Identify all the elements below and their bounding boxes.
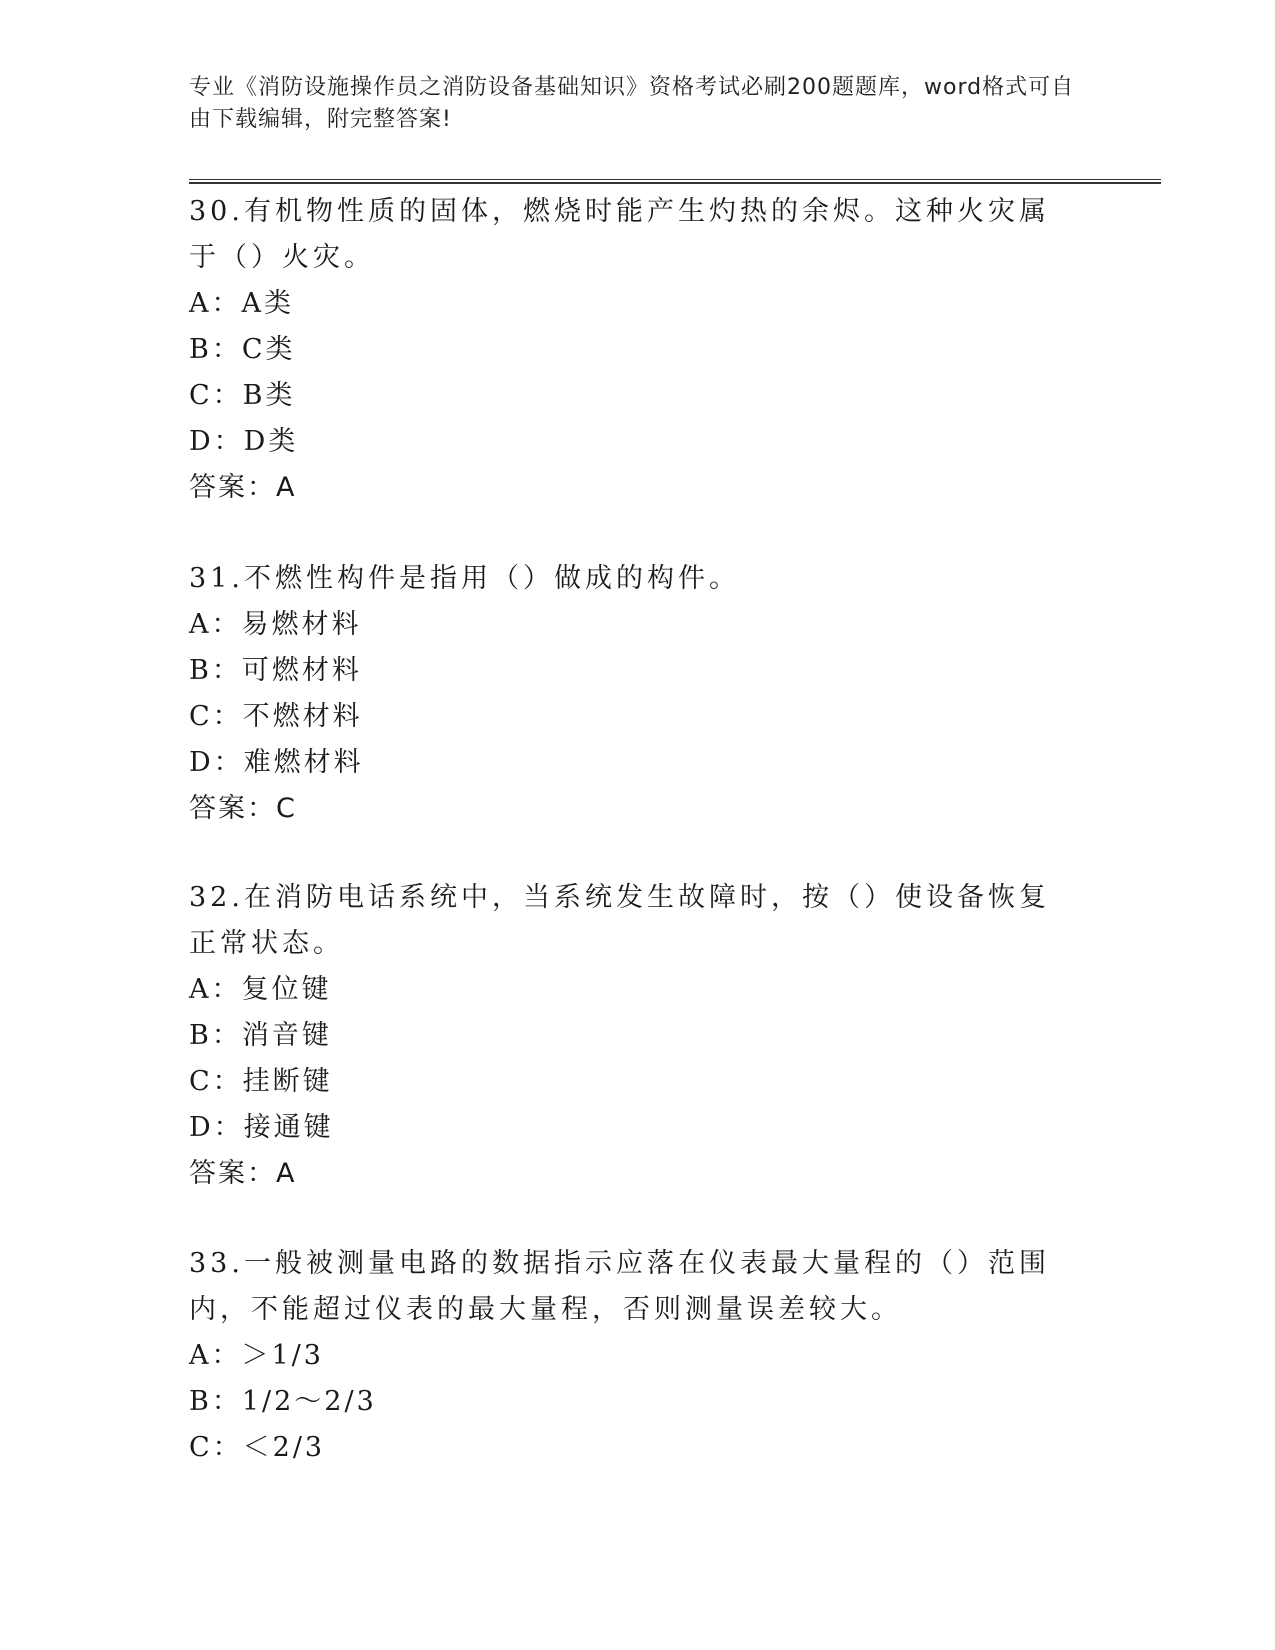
question-31 [189, 556, 1079, 832]
question-stem: 33.一般被测量电路的数据指示应落在仪表最大量程的（）范围内，不能超过仪表的最大量程，否则测量误差较大。 [189, 1248, 1050, 1325]
option-c: C：＜2/3 [189, 1432, 326, 1463]
option-c: C：B类 [189, 380, 296, 411]
question-stem: 31.不燃性构件是指用（）做成的构件。 [189, 563, 740, 594]
option-b: B：消音键 [189, 1020, 332, 1051]
document-header: 专业《消防设施操作员之消防设备基础知识》资格考试必刷200题题库，word格式可自由下载编辑，附完整答案! [189, 75, 1075, 132]
question-33 [189, 1241, 1079, 1471]
option-a: A：易燃材料 [189, 609, 362, 640]
question-30 [189, 189, 1079, 511]
option-a: A：A类 [189, 288, 294, 319]
answer: 答案：A [189, 1158, 297, 1189]
question-stem: 30.有机物性质的固体，燃烧时能产生灼热的余烬。这种火灾属于（）火灾。 [189, 196, 1050, 273]
option-d: D：接通键 [189, 1112, 334, 1143]
option-d: D：难燃材料 [189, 747, 364, 778]
option-b: B：可燃材料 [189, 655, 362, 686]
header-divider-thin [189, 179, 1161, 180]
question-32 [189, 875, 1079, 1197]
header-divider-thick [189, 182, 1161, 184]
option-b: B：1/2～2/3 [189, 1386, 377, 1417]
option-b: B：C类 [189, 334, 296, 365]
answer: 答案：C [189, 793, 297, 824]
option-a: A：复位键 [189, 974, 332, 1005]
option-a: A：＞1/3 [189, 1340, 324, 1371]
option-d: D：D类 [189, 426, 299, 457]
question-stem: 32.在消防电话系统中，当系统发生故障时，按（）使设备恢复正常状态。 [189, 882, 1050, 959]
answer: 答案：A [189, 472, 297, 503]
option-c: C：不燃材料 [189, 701, 363, 732]
option-c: C：挂断键 [189, 1066, 333, 1097]
